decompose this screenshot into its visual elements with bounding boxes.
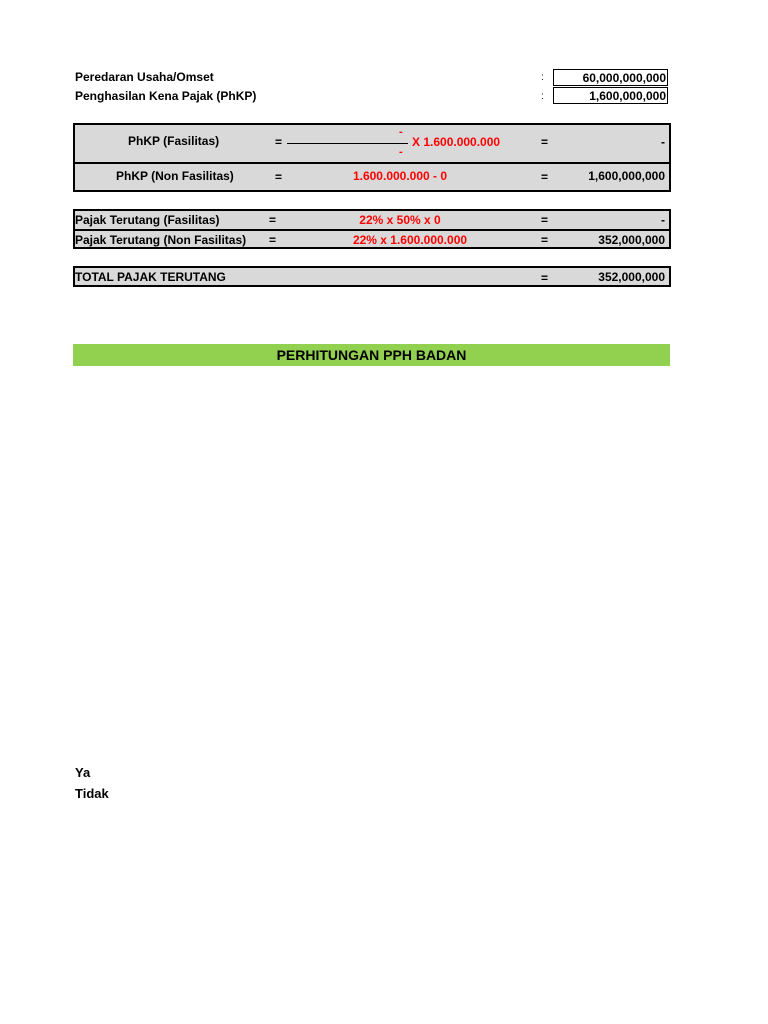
section-title: PERHITUNGAN PPH BADAN: [73, 344, 670, 366]
phkp-fasilitas-label: PhKP (Fasilitas): [128, 134, 220, 148]
fraction-bar: [287, 143, 408, 144]
phkp-value-cell[interactable]: 1,600,000,000: [553, 87, 668, 104]
equals-sign: =: [541, 271, 549, 285]
equals-sign: =: [541, 233, 549, 247]
equals-sign: =: [275, 135, 283, 149]
equals-sign: =: [541, 213, 549, 227]
omset-colon: :: [541, 72, 544, 83]
phkp-non-fasilitas-label: PhKP (Non Fasilitas): [116, 169, 234, 183]
option-tidak[interactable]: Tidak: [75, 786, 109, 801]
row-divider: [75, 162, 669, 164]
phkp-colon: :: [541, 91, 544, 102]
pajak-fasilitas-result[interactable]: -: [661, 213, 665, 227]
total-pajak-result[interactable]: 352,000,000: [598, 270, 665, 284]
total-pajak-label: TOTAL PAJAK TERUTANG: [75, 270, 226, 284]
pajak-fasilitas-label: Pajak Terutang (Fasilitas): [75, 213, 220, 227]
row-divider: [75, 229, 669, 231]
equals-sign: =: [269, 233, 277, 247]
option-ya[interactable]: Ya: [75, 765, 91, 780]
pajak-non-fasilitas-formula: 22% x 1.600.000.000: [352, 233, 468, 247]
omset-label: Peredaran Usaha/Omset: [75, 70, 214, 84]
pajak-non-fasilitas-label: Pajak Terutang (Non Fasilitas): [75, 233, 247, 247]
equals-sign: =: [269, 213, 277, 227]
fraction-numerator: -: [399, 126, 403, 138]
phkp-fasilitas-result[interactable]: -: [661, 135, 665, 149]
phkp-fasilitas-multiplier: X 1.600.000.000: [412, 135, 501, 149]
equals-sign: =: [541, 170, 549, 184]
phkp-label: Penghasilan Kena Pajak (PhKP): [75, 89, 257, 103]
phkp-non-fasilitas-result[interactable]: 1,600,000,000: [588, 169, 665, 183]
pajak-non-fasilitas-result[interactable]: 352,000,000: [598, 233, 665, 247]
phkp-non-fasilitas-formula: 1.600.000.000 - 0: [352, 169, 448, 183]
equals-sign: =: [275, 170, 283, 184]
omset-value-cell[interactable]: 60,000,000,000: [553, 69, 668, 86]
pajak-fasilitas-formula: 22% x 50% x 0: [359, 213, 441, 227]
equals-sign: =: [541, 135, 549, 149]
fraction-denominator: -: [399, 146, 403, 158]
